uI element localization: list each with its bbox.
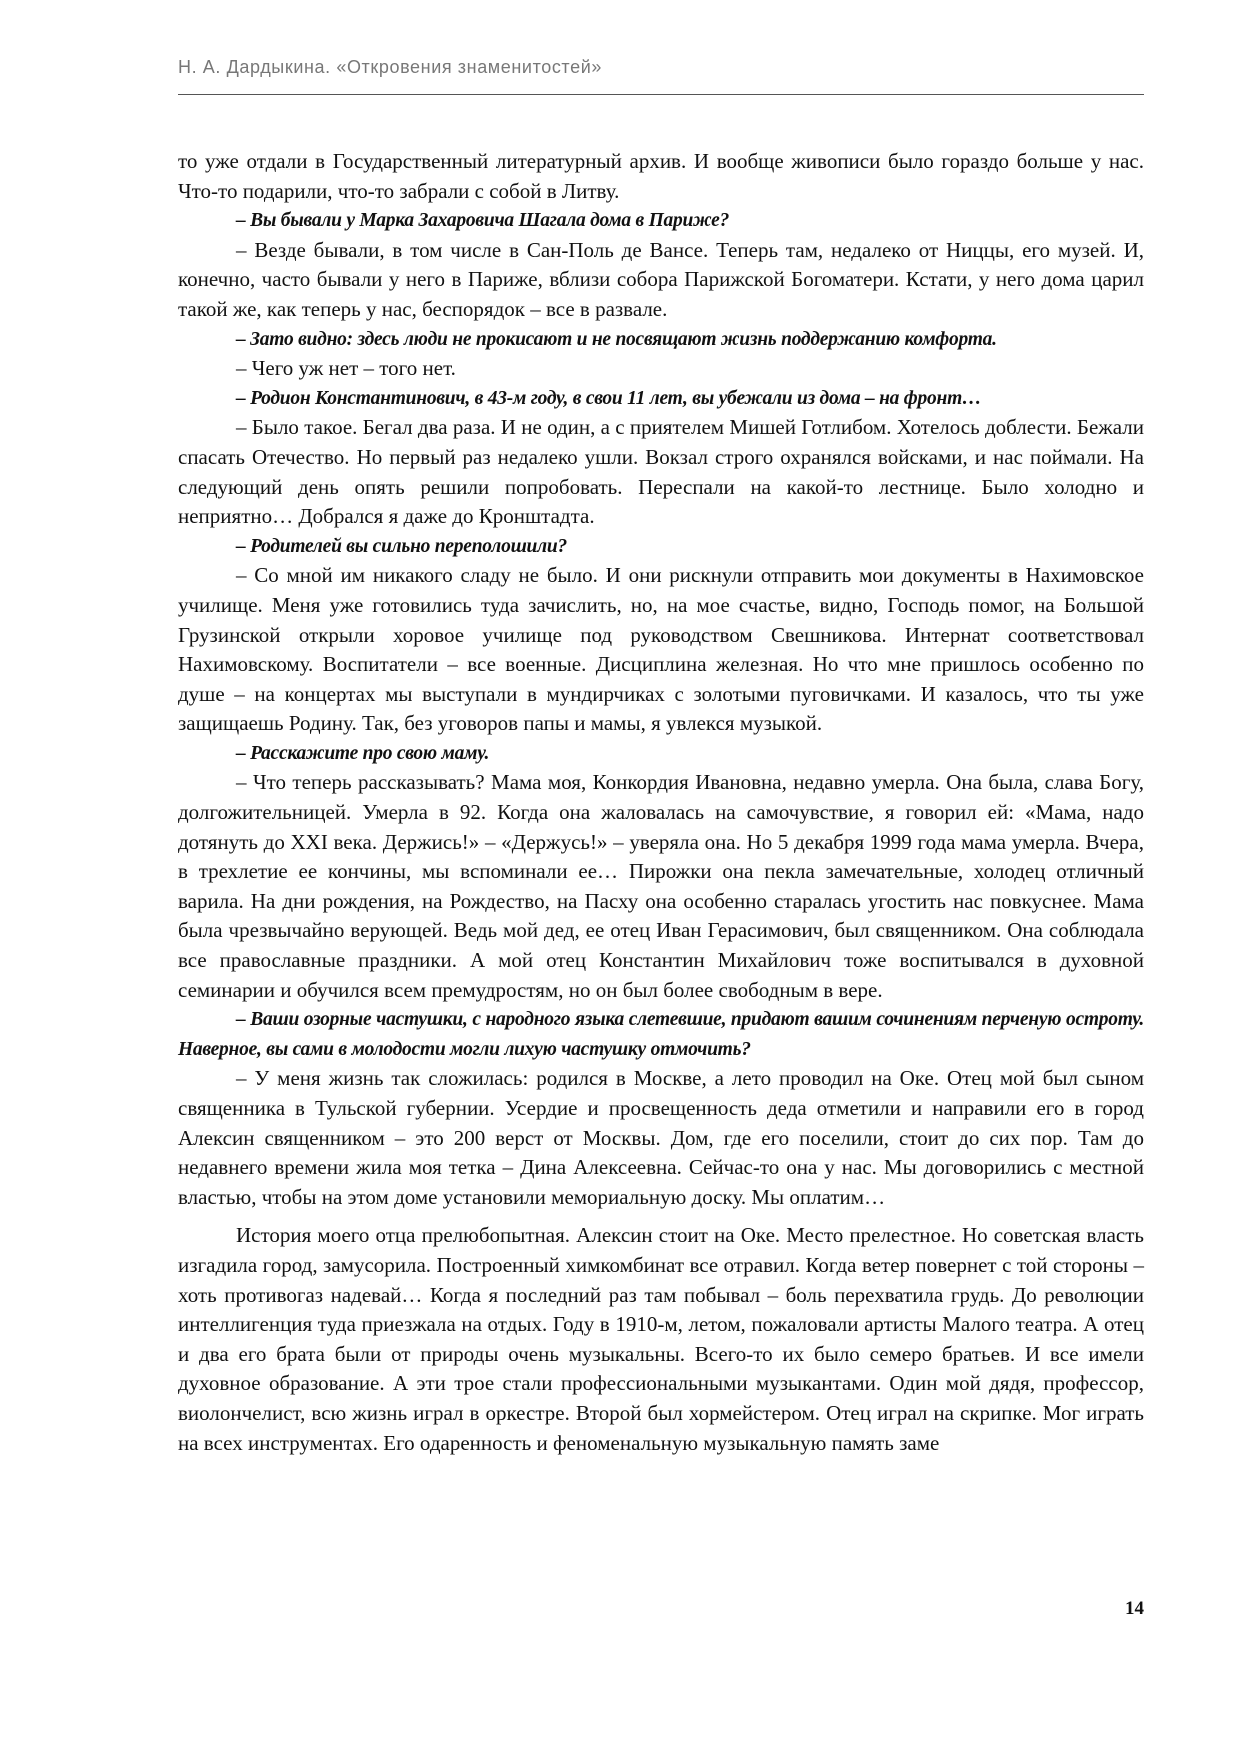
- interview-answer: – Со мной им никакого сладу не было. И они рискнули отправить мои документы в Нахимовское училище. Меня уже готовились туда зачислить, но, на мое счастье, видно, Господь помог, на Большой Грузинской открыли хоровое училище под руководством Свешникова. Интернат соответствовал Нахимовскому. Воспитатели – все военные. Дисциплина железная. Но что мне пришлось особенно по душе – на концертах мы выступали в мундирчиках с золотыми пуговичками. И казалось, что ты уже защищаешь Родину. Так, без уговоров папы и мамы, я увлекся музыкой.: [178, 563, 1144, 736]
- interview-answer: – Было такое. Бегал два раза. И не один, а с приятелем Мишей Готлибом. Хотелось доблести. Бежали спасать Отечество. Но первый раз недалеко ушли. Вокзал строго охранялся войсками, и нас поймали. На следующий день опять решили попробовать. Переспали на какой-то лестнице. Было холодно и неприятно… Добрался я даже до Кронштадта.: [178, 415, 1144, 529]
- interview-answer: – У меня жизнь так сложилась: родился в Москве, а лето проводил на Оке. Отец мой был сыном священника в Тульской губернии. Усердие и просвещенность деда отметили и направили его в город Алексин священником – это 200 верст от Москвы. Дом, где его поселили, стоит до сих пор. Там до недавнего времени жила моя тетка – Дина Алексеевна. Сейчас-то она у нас. Мы договорились с местной властью, чтобы на этом доме установили мемориальную доску. Мы оплатим…: [178, 1066, 1144, 1209]
- header-rule: [178, 94, 1144, 95]
- interview-question: – Расскажите про свою маму.: [236, 742, 490, 764]
- interview-answer: – Чего уж нет – того нет.: [236, 356, 456, 381]
- page-number: 14: [1125, 1598, 1144, 1619]
- paragraph: то уже отдали в Государственный литературный архив. И вообще живописи было гораздо больше у нас. Что-то подарили, что-то забрали с собой в Литву.: [178, 149, 1144, 203]
- interview-answer: – Что теперь рассказывать? Мама моя, Конкордия Ивановна, недавно умерла. Она была, слава Богу, долгожительницей. Умерла в 92. Когда она жаловалась на самочувствие, я говорил ей: «Мама, надо дотянуть до XXI века. Держись!» – «Держусь!» – уверяла она. Но 5 декабря 1999 года мама умерла. Вчера, в трехлетие ее кончины, мы вспоминали ее… Пирожки она пекла замечательные, холодец отличный варила. На дни рождения, на Рождество, на Пасху она особенно старалась угостить нас повкуснее. Мама была чрезвычайно верующей. Ведь мой дед, ее отец Иван Герасимович, был священником. Она соблюдала все православные праздники. А мой отец Константин Михайлович тоже воспитывался в духовной семинарии и обучился всем премудростям, но он был более свободным в вере.: [178, 770, 1144, 1002]
- body-text: [178, 147, 1144, 1458]
- interview-question: – Вы бывали у Марка Захаровича Шагала дома в Париже?: [236, 210, 730, 232]
- interview-question: – Зато видно: здесь люди не прокисают и не посвящают жизнь поддержанию комфорта.: [236, 328, 997, 350]
- running-header: Н. А. Дардыкина. «Откровения знаменитостей»: [178, 57, 602, 77]
- interview-answer: – Везде бывали, в том числе в Сан-Поль де Вансе. Теперь там, недалеко от Ниццы, его музей. И, конечно, часто бывали у него в Париже, вблизи собора Парижской Богоматери. Кстати, у него дома царил такой же, как теперь у нас, беспорядок – все в развале.: [178, 237, 1144, 321]
- interview-question: – Родителей вы сильно переполошили?: [236, 535, 568, 557]
- interview-question: – Родион Константинович, в 43-м году, в свои 11 лет, вы убежали из дома – на фронт…: [236, 387, 982, 409]
- interview-question: – Ваши озорные частушки, с народного языка слетевшие, придают вашим сочинениям перченую остроту. Наверное, вы сами в молодости могли лихую частушку отмочить?: [178, 1009, 1144, 1060]
- paragraph: История моего отца прелюбопытная. Алексин стоит на Оке. Место прелестное. Но советская власть изгадила город, замусорила. Построенный химкомбинат все отравил. Когда ветер повернет с той стороны – хоть противогаз надевай… Когда я последний раз там побывал – боль перехватила грудь. До революции интеллигенция туда приезжала на отдых. Году в 1910-м, летом, пожаловали артисты Малого театра. А отец и два его брата были от природы очень музыкальны. Всего-то их было семеро братьев. И все имели духовное образование. А эти трое стали профессиональными музыкантами. Один мой дядя, профессор, виолончелист, всю жизнь играл в оркестре. Второй был хормейстером. Отец играл на скрипке. Мог играть на всех инструментах. Его одаренность и феноменальную музыкальную память заме: [178, 1223, 1144, 1455]
